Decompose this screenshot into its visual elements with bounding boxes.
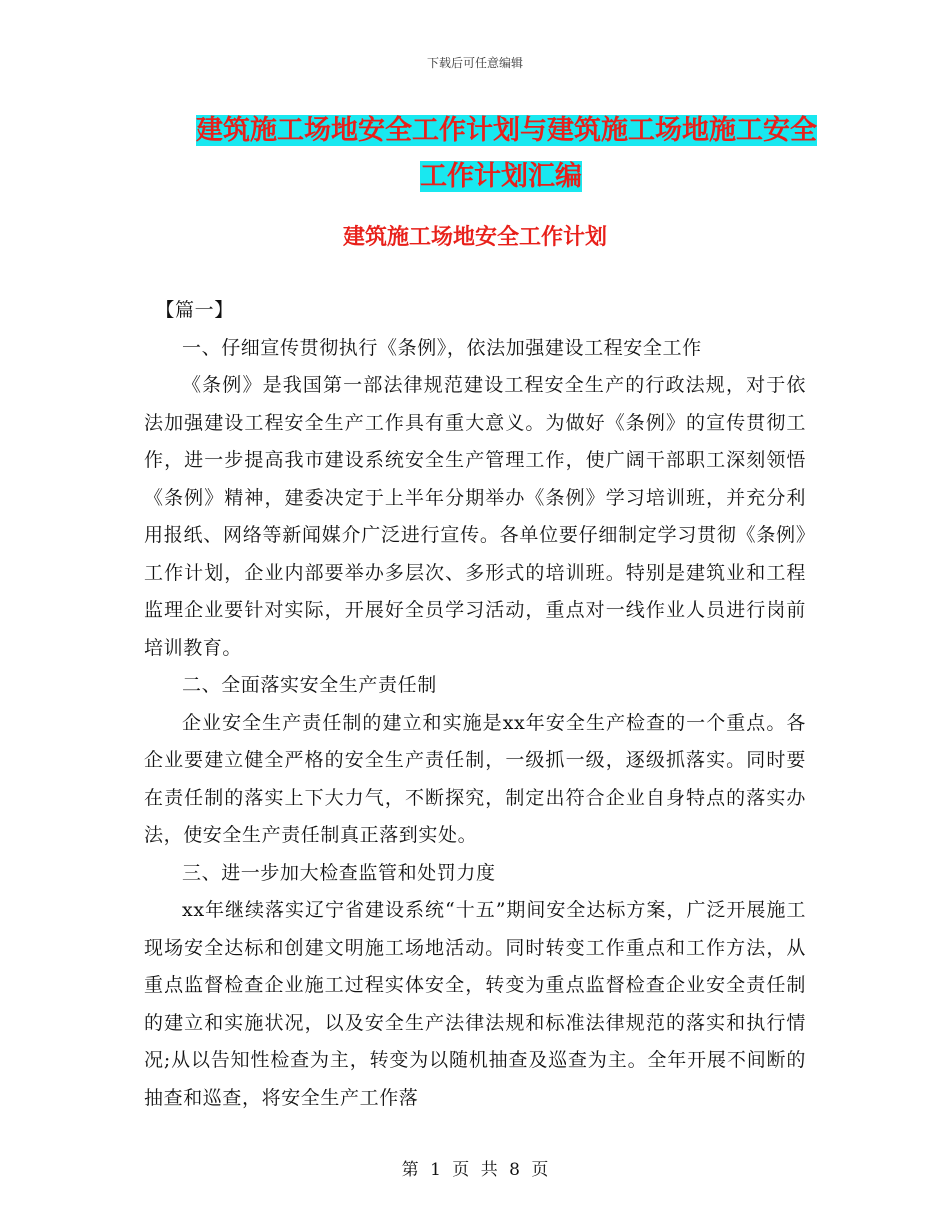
part-label: 【篇一】 (155, 299, 234, 321)
paragraph-1: 《条例》是我国第一部法律规范建设工程安全生产的行政法规，对于依法加强建设工程安全生产工作具有重大意义。为做好《条例》的宣传贯彻工作，进一步提高我市建设系统安全生产管理工作，使广阔干部职工深刻领悟《条例》精神，建委决定于上半年分期举办《条例》学习培训班，并充分利用报纸、网络等新闻媒介广泛进行宣传。各单位要仔细制定学习贯彻《条例》工作计划，企业内部要举办多层次、多形式的培训班。特别是建筑业和工程监理企业要针对实际，开展好全员学习活动，重点对一线作业人员进行岗前培训教育。 (144, 374, 806, 659)
title-line-2-text: 工作计划汇编 (420, 161, 582, 192)
heading-2: 二、全面落实安全生产责任制 (182, 674, 437, 696)
section-title: 建筑施工场地安全工作计划 (342, 224, 607, 250)
page-footer: 第 1 页 共 8 页 (401, 1160, 549, 1180)
title-line-1-text: 建筑施工场地安全工作计划与建筑施工场地施工安全 (196, 115, 817, 146)
paragraph-2: 企业安全生产责任制的建立和实施是xx年安全生产检查的一个重点。各企业要建立健全严格的安全生产责任制，一级抓一级，逐级抓落实。同时要在责任制的落实上下大力气，不断探究，制定出符合企业自身特点的落实办法，使安全生产责任制真正落到实处。 (144, 711, 806, 846)
title-line-1 (196, 108, 817, 154)
title-line-2 (196, 154, 806, 200)
header-note: 下载后可任意编辑 (426, 56, 523, 70)
heading-3: 三、进一步加大检查监管和处罚力度 (182, 861, 496, 884)
paragraph-3: xx年继续落实辽宁省建设系统“十五”期间安全达标方案，广泛开展施工现场安全达标和创建文明施工场地活动。同时转变工作重点和工作方法，从重点监督检查企业施工过程实体安全，转变为重点监督检查企业安全责任制的建立和实施状况，以及安全生产法律法规和标准法律规范的落实和执行情况;从以告知性检查为主，转变为以随机抽查及巡查为主。全年开展不间断的抽查和巡查，将安全生产工作落 (144, 899, 806, 1109)
document-title (196, 108, 817, 200)
body-text (144, 292, 806, 1117)
heading-1: 一、仔细宣传贯彻执行《条例》，依法加强建设工程安全工作 (182, 336, 702, 359)
